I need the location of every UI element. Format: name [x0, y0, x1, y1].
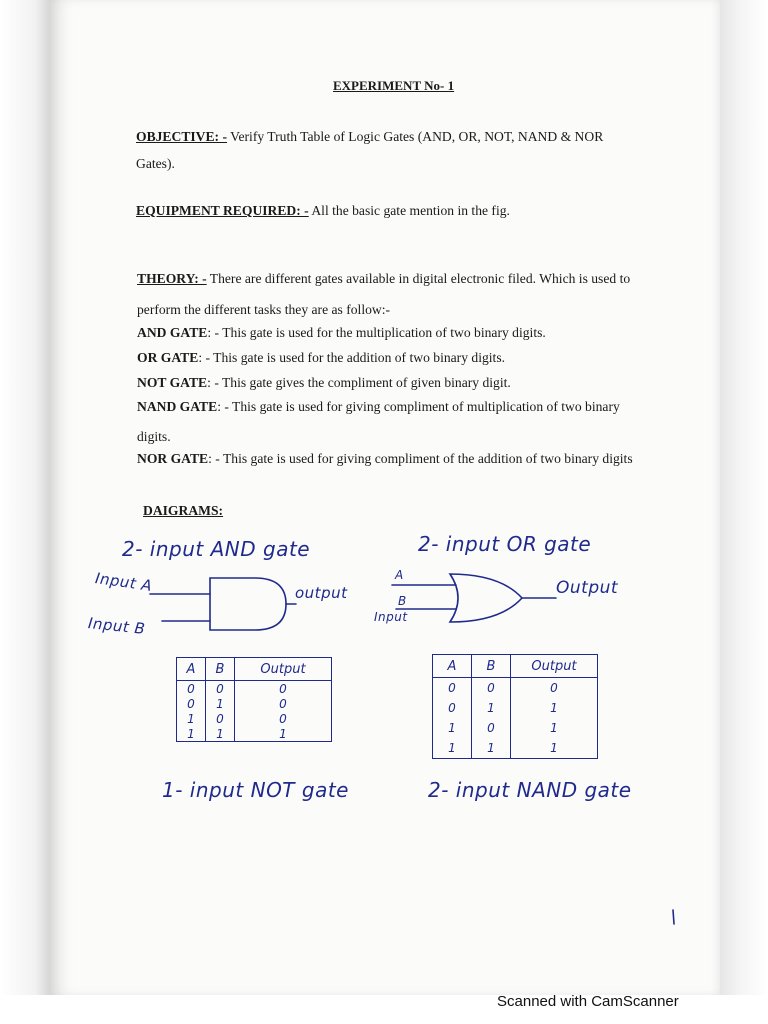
table-cell: 1: [511, 698, 598, 718]
table-cell: 0: [206, 681, 235, 697]
and-truth-table: [176, 657, 332, 742]
table-cell: 1: [206, 696, 235, 711]
table-cell: 1: [511, 738, 598, 759]
experiment-title: EXPERIMENT No- 1: [333, 78, 455, 93]
not-gate-title: 1- input NOT gate: [162, 778, 349, 802]
nand-gate-title: 2- input NAND gate: [428, 778, 632, 802]
and-header-output: Output: [235, 658, 332, 681]
theory-text: There are different gates available in digital electronic filed. Which is used to: [209, 271, 631, 286]
nand-gate-definition-cont: digits.: [137, 429, 171, 444]
table-cell: 1: [177, 711, 206, 726]
not-gate-text: : - This gate gives the compliment of given binary digit.: [207, 375, 511, 390]
table-cell: 1: [472, 698, 511, 718]
objective-label: OBJECTIVE: -: [136, 129, 228, 144]
or-header-a: A: [433, 655, 472, 678]
objective-text: Verify Truth Table of Logic Gates (AND, OR, NOT, NAND & NOR: [230, 129, 604, 144]
table-cell: 1: [177, 726, 206, 742]
table-cell: 0: [235, 696, 332, 711]
table-cell: 0: [472, 718, 511, 738]
table-row: [177, 711, 332, 726]
or-table-header-row: [433, 655, 598, 678]
table-cell: 1: [433, 738, 472, 759]
or-input-label: Input: [374, 610, 408, 624]
table-cell: 0: [206, 711, 235, 726]
objective-text-cont: Gates).: [136, 156, 175, 171]
equipment-text: All the basic gate mention in the fig.: [311, 203, 510, 218]
theory-label: THEORY: -: [137, 271, 207, 286]
or-truth-table: [432, 654, 598, 759]
nand-gate-text: : - This gate is used for giving compliment of multiplication of two binary: [217, 399, 620, 414]
table-cell: 0: [472, 678, 511, 699]
table-row: [433, 738, 598, 759]
table-row: [177, 726, 332, 742]
or-gate-label: OR GATE: [137, 350, 199, 365]
table-cell: 0: [235, 681, 332, 697]
theory-text-cont: perform the different tasks they are as follow:-: [137, 302, 391, 317]
table-row: [433, 698, 598, 718]
table-row: [177, 681, 332, 697]
and-input-a-label: Input A: [94, 569, 154, 595]
or-output-label: Output: [556, 578, 619, 598]
or-header-b: B: [472, 655, 511, 678]
table-cell: 1: [511, 718, 598, 738]
or-input-a-label: A: [395, 568, 404, 582]
or-input-b-label: B: [398, 594, 407, 608]
nor-gate-label: NOR GATE: [137, 451, 209, 466]
nand-gate-label: NAND GATE: [137, 399, 218, 414]
and-gate-label: AND GATE: [137, 325, 208, 340]
and-header-a: A: [177, 658, 206, 681]
table-row: [433, 678, 598, 699]
table-cell: 0: [433, 698, 472, 718]
table-cell: 0: [511, 678, 598, 699]
and-output-label: output: [295, 584, 348, 602]
table-row: [433, 718, 598, 738]
or-gate-text: : - This gate is used for the addition of two binary digits.: [198, 350, 506, 365]
table-cell: 1: [472, 738, 511, 759]
scan-mark: [673, 910, 674, 924]
and-header-b: B: [206, 658, 235, 681]
and-input-b-label: Input B: [87, 614, 147, 638]
equipment-label: EQUIPMENT REQUIRED: -: [136, 203, 309, 218]
table-cell: 1: [433, 718, 472, 738]
and-gate-text: : - This gate is used for the multiplication of two binary digits.: [207, 325, 546, 340]
table-cell: 0: [235, 711, 332, 726]
not-gate-label: NOT GATE: [137, 375, 208, 390]
and-gate-title: 2- input AND gate: [122, 537, 311, 561]
table-row: [177, 696, 332, 711]
table-cell: 0: [433, 678, 472, 699]
table-cell: 0: [177, 696, 206, 711]
table-cell: 1: [235, 726, 332, 742]
nor-gate-text: : - This gate is used for giving compliment of the addition of two binary digits: [208, 451, 633, 466]
or-gate-title: 2- input OR gate: [418, 532, 592, 556]
and-gate-symbol: [210, 578, 286, 630]
and-table-header-row: [177, 658, 332, 681]
or-gate-symbol: [450, 574, 522, 622]
diagrams-heading: DAIGRAMS:: [143, 503, 224, 518]
or-header-output: Output: [511, 655, 598, 678]
table-cell: 0: [177, 681, 206, 697]
table-cell: 1: [206, 726, 235, 742]
camscanner-watermark: Scanned with CamScanner: [497, 993, 679, 1010]
